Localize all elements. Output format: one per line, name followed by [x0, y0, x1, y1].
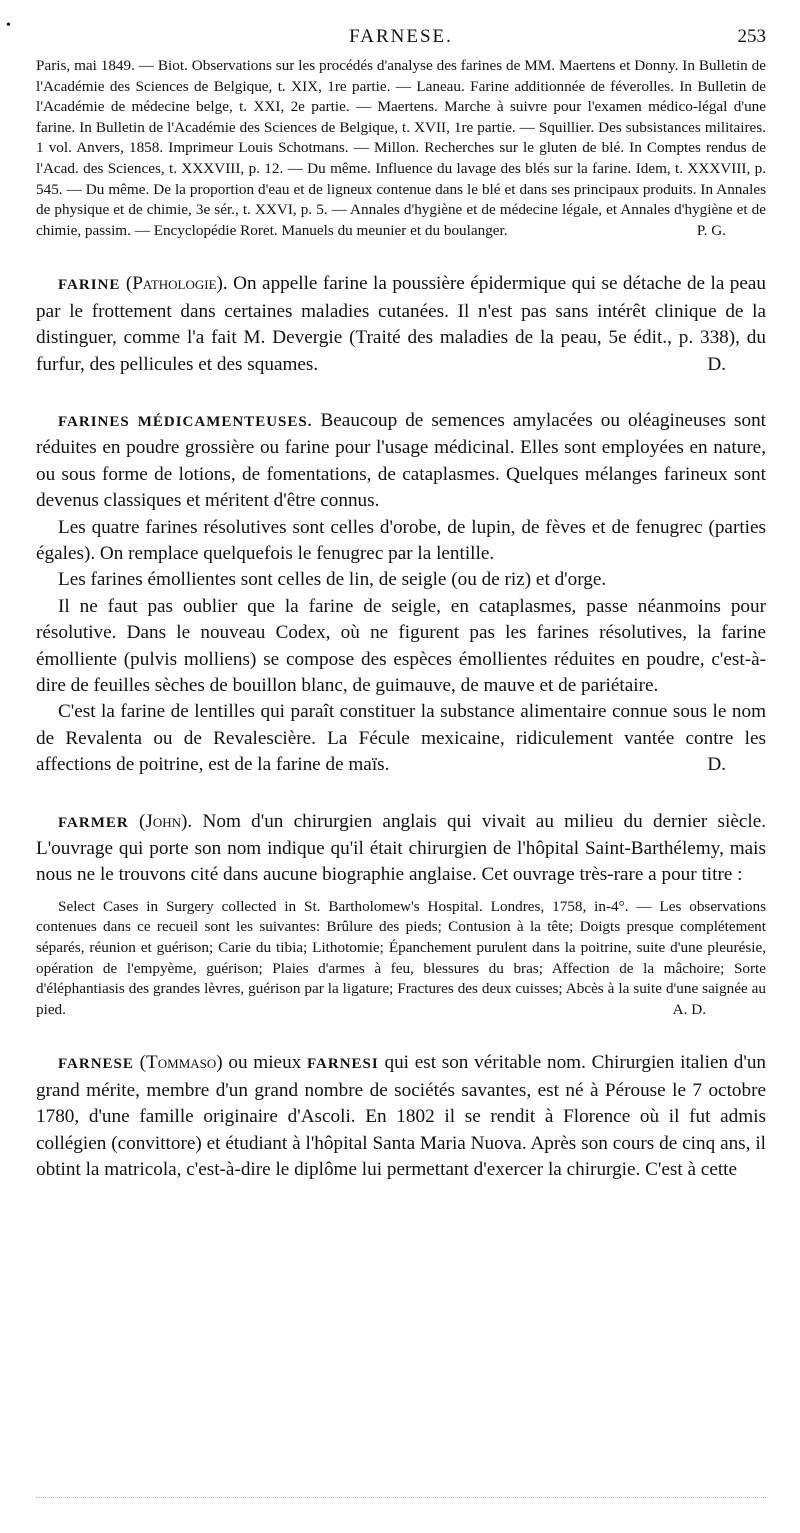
running-title: FARNESE.: [349, 26, 453, 47]
paragraph: Les quatre farines résolutives sont celles d'orobe, de lupin, de fèves et de fenugrec (parties égales). On remplace quelquefois le fenugrec par la lentille.: [36, 516, 766, 564]
headword: FARMER: [58, 814, 129, 831]
headword-qualifier: (Pathologie).: [125, 273, 228, 295]
headword-qualifier: (John).: [139, 810, 193, 832]
signature: D.: [707, 353, 726, 375]
entry-text: FARMER (John). Nom d'un chirurgien anglais qui vivait au milieu du dernier siècle. L'ouvrage qui porte son nom indique qu'il était chirurgien de l'hôpital Saint-Barthélemy, mais nous ne le trouvons cité dans aucune biographie anglaise. Cet ouvrage très-rare a pour titre :: [36, 810, 767, 886]
paragraph: Il ne faut pas oublier que la farine de seigle, en cataplasmes, passe néanmoins pour résolutive. Dans le nouveau Codex, où ne figurent pas les farines résolutives, la farine émolliente (pulvis molliens) se compose des espèces émollientes réduites en poudre, c'est-à-dire de feuilles sèches de bouillon blanc, de guimauve, de mauve et de pariétaire.: [36, 595, 766, 697]
entry-bibliography-continued: [36, 56, 766, 241]
page-number: 253: [737, 26, 766, 47]
entry-farnese: [36, 1050, 766, 1183]
headword: FARNESE: [58, 1056, 134, 1073]
signature: P. G.: [696, 221, 726, 239]
document-page: [6, 18, 767, 1183]
running-header: [6, 18, 766, 56]
page-mark: •: [6, 18, 13, 33]
headword: FARINES MÉDICAMENTEUSES.: [58, 413, 313, 430]
signature: A. D.: [672, 1000, 706, 1018]
paragraph: Les farines émollientes sont celles de lin, de seigle (ou de riz) et d'orge.: [58, 569, 607, 591]
entry-text: FARNESE (Tommaso) ou mieux FARNESI qui est son véritable nom. Chirurgien italien d'un grand mérite, membre d'un grand nombre de sociétés savantes, est né à Pérouse le 7 octobre 1780, d'une famille originaire d'Ascoli. En 1802 il se rendit à Florence où il fut admis collégien (convittore) et étudiant à l'hôpital Santa Maria Nuova. Après son cours de cinq ans, il obtint la matricola, c'est-à-dire le diplôme lui permettant d'exercer la chirurgie. C'est à cette: [36, 1052, 767, 1181]
headword-alternate: FARNESI: [307, 1056, 379, 1073]
headword-qualifier: (Tommaso): [139, 1052, 223, 1074]
entry-text: FARINE (Pathologie). On appelle farine la poussière épidermique qui se détache de la peau par le frottement dans certaines maladies cutanées. Il n'est pas sans intérêt clinique de la distinguer, comme l'a fait M. Devergie (Traité des maladies de la peau, 5e édit., p. 338), du furfur, des pellicules et des squames. D.: [36, 271, 766, 378]
paragraph: FARINES MÉDICAMENTEUSES. Beaucoup de semences amylacées ou oléagineuses sont réduites en poudre grossière ou farine pour l'usage médicinal. Elles sont employées en nature, ou sous forme de lotions, de fomentations, de cataplasmes. Quelques mélanges farineux sont devenus classiques et méritent d'être connus.: [36, 409, 766, 512]
page-bottom-rule: [36, 1497, 766, 1498]
entry-farine: [36, 271, 766, 378]
paragraph: C'est la farine de lentilles qui paraît constituer la substance alimentaire connue sous le nom de Revalenta ou de Revalescière. La Fécule mexicaine, ridiculement vantée contre les affections de poitrine, est de la farine de maïs. D.: [36, 699, 766, 778]
headword: FARINE: [58, 277, 121, 294]
entry-farines-medicamenteuses: [36, 408, 766, 779]
bibliography-text: Paris, mai 1849. — Biot. Observations sur les procédés d'analyse des farines de MM. Maertens et Donny. In Bulletin de l'Académie des Sciences de Belgique, t. XIX, 1re partie. — Laneau. Farine additionnée de féverolles. In Bulletin de l'Académie de médecine belge, t. XXI, 2e partie. — Maertens. Marche à suivre pour l'examen médico-légal d'une farine. In Bulletin de l'Académie des Sciences de Belgique, t. XVII, 1re partie. — Squillier. Des subsistances militaires. 1 vol. Anvers, 1858. Imprimeur Louis Schotmans. — Millon. Recherches sur le gluten de blé. In Comptes rendus de l'Acad. des Sciences, t. XXXVIII, p. 12. — Du même. Influence du lavage des blés sur la farine. Idem, t. XXXVIII, p. 545. — Du même. De la proportion d'eau et de ligneux contenue dans le blé et dans ses principaux produits. In Annales de physique et de chimie, 3e sér., t. XXVI, p. 5. — Annales d'hygiène et de médecine légale, et Annales d'hygiène et de chimie, passim. — Encyclopédie Roret. Manuels du meunier et du boulanger. P. G.: [36, 56, 766, 241]
bibliography-text: Select Cases in Surgery collected in St. Bartholomew's Hospital. Londres, 1758, in-4°. — Les observations contenues dans ce recueil sont les suivantes: Brûlure des pieds; Contusion à la tête; Doigts presque complétement séparés, réunion et guérison; Carie du tibia; Lithotomie; Épanchement purulent dans la poitrine, suite d'une pleurésie, opération de l'empyème, guérison; Plaies d'armes à feu, blessures du bras; Affection de la mâchoire; Sorte d'éléphantiasis des grandes lèvres, guérison par la ligature; Fractures des deux cuisses; Abcès à la suite d'une saignée au pied. A. D.: [36, 897, 766, 1021]
entry-farmer: [36, 809, 766, 1021]
signature: D.: [707, 754, 726, 776]
